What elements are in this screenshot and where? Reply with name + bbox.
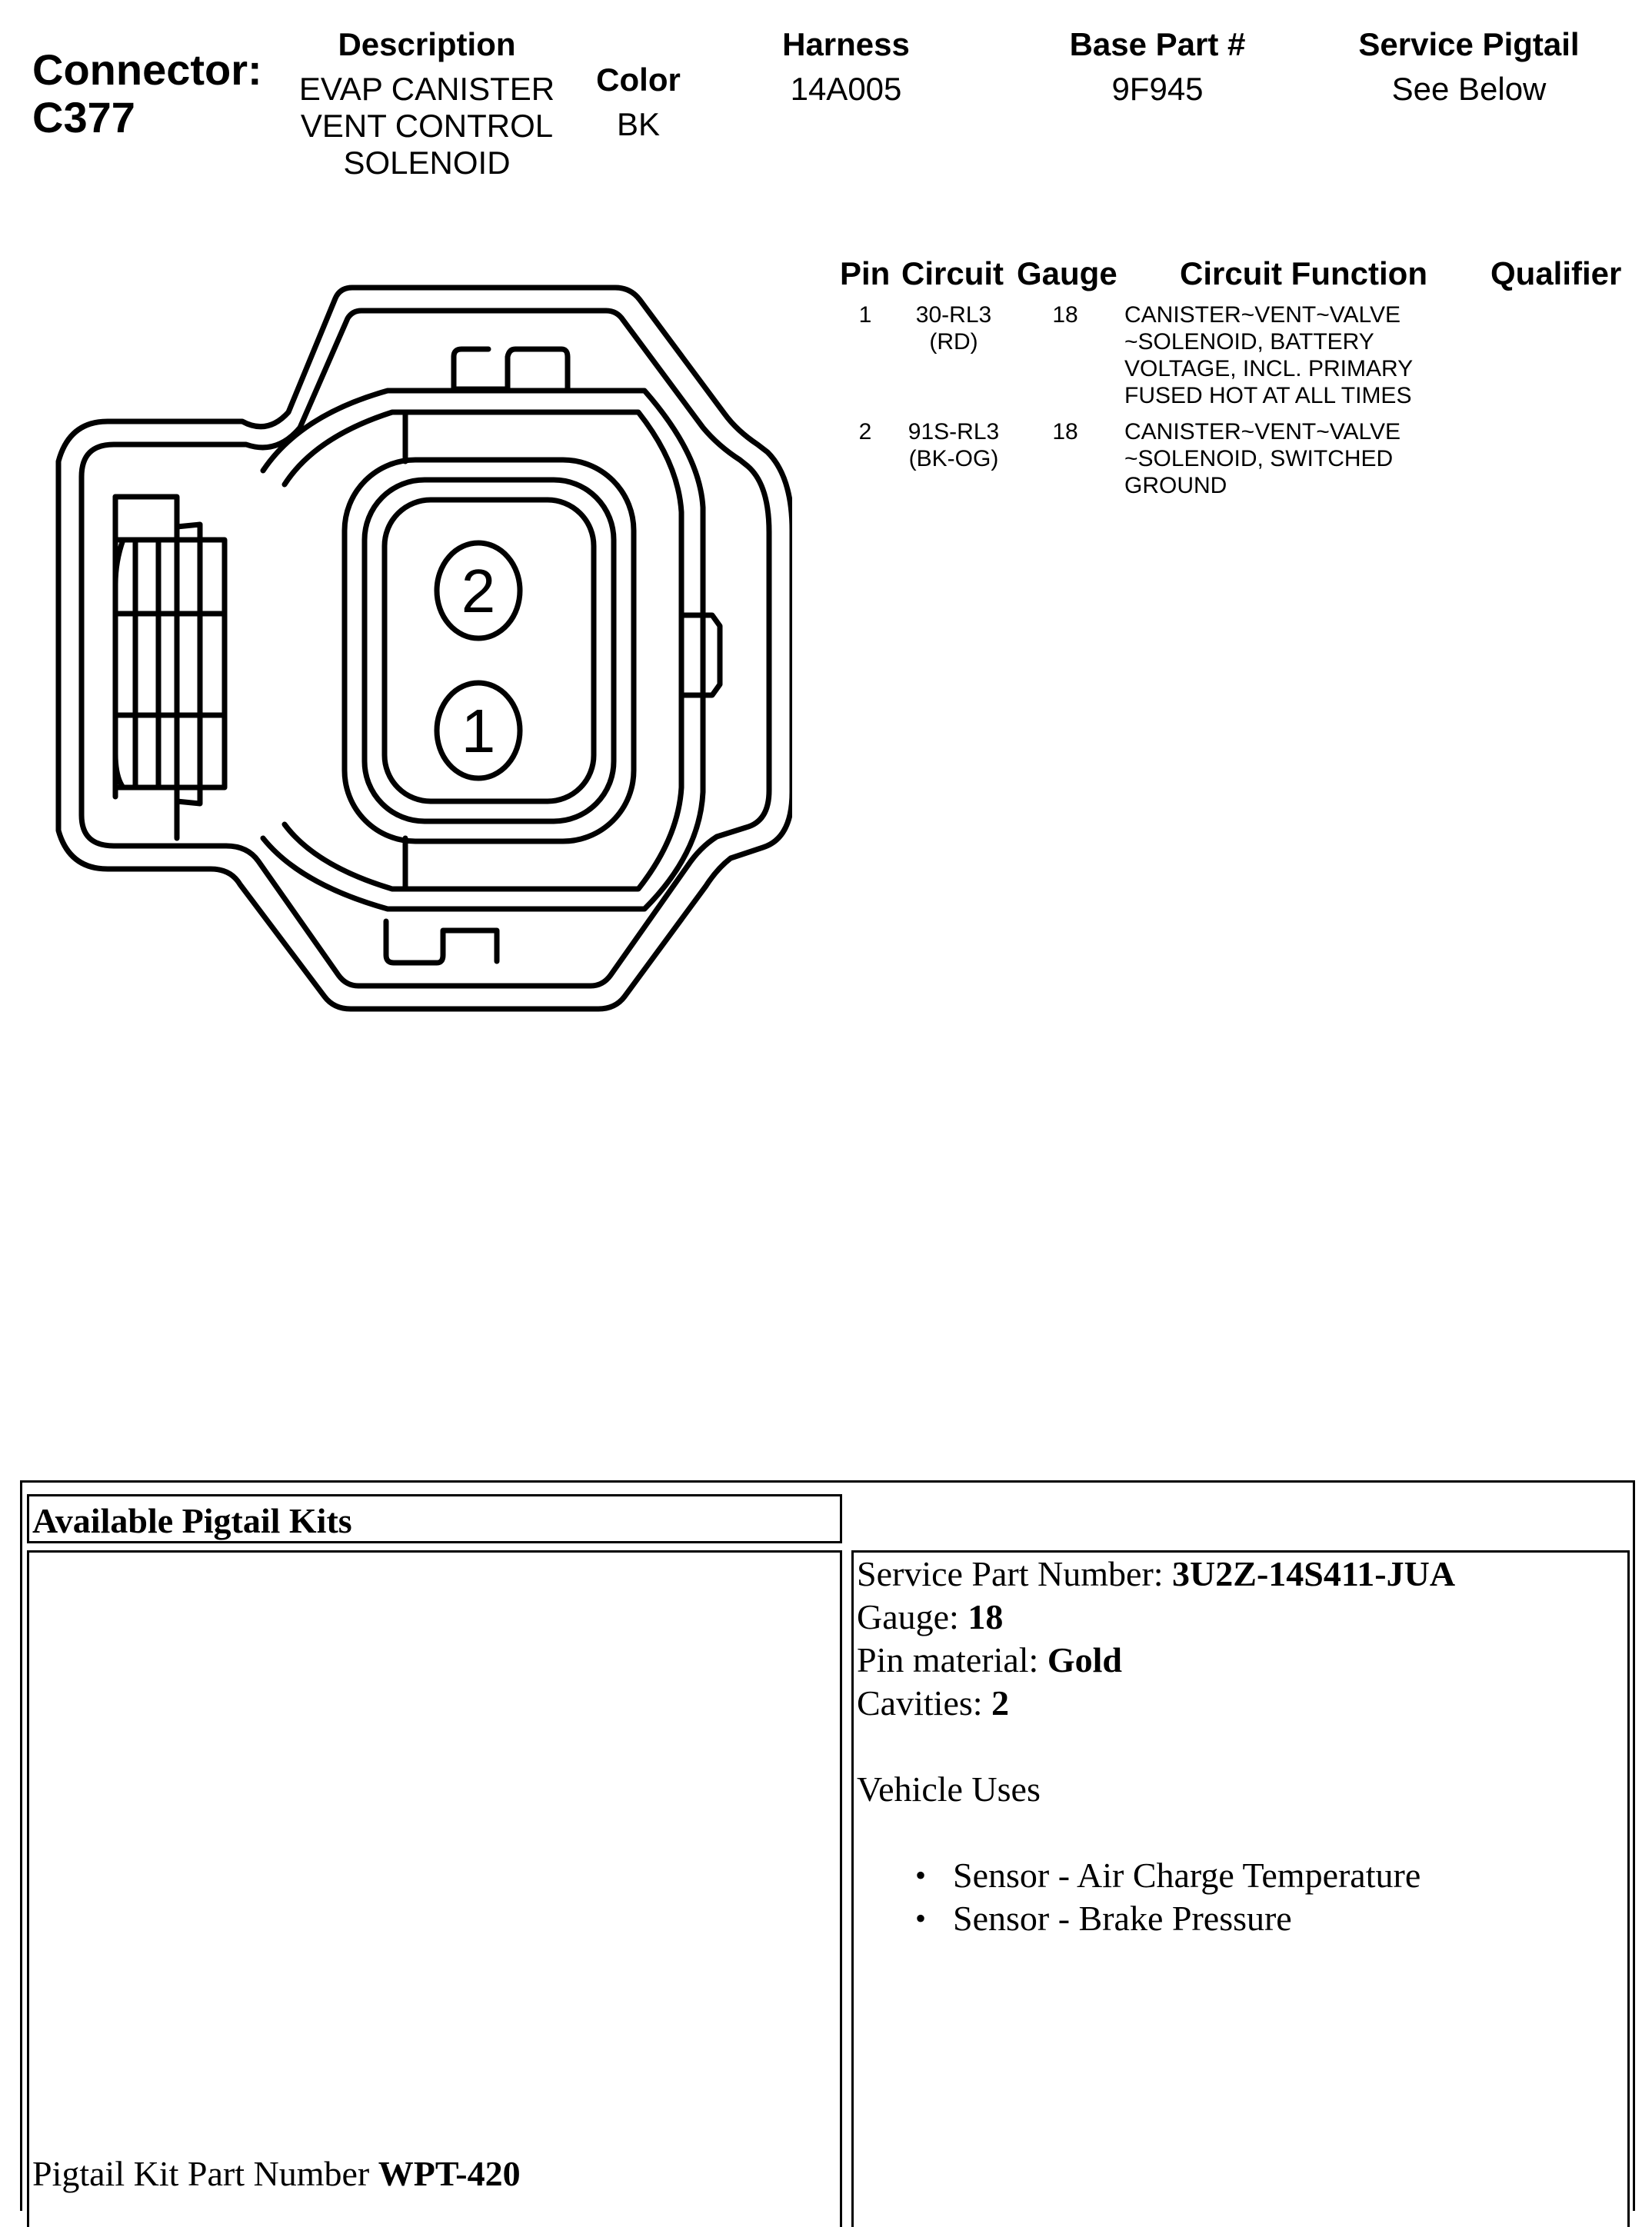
circuit-function-cell — [1124, 418, 1463, 499]
circuit-function-cell — [1124, 301, 1463, 409]
function-line: ~SOLENOID, BATTERY — [1124, 329, 1374, 355]
vehicle-use-item: • Sensor - Brake Pressure — [857, 1897, 1618, 1940]
connector-label: Connector: — [32, 45, 262, 94]
cavity-block-outer — [345, 460, 634, 841]
harness-value: 14A005 — [790, 71, 902, 107]
pigtail-title-cell — [27, 1494, 842, 1543]
pin-material-line — [857, 1639, 1618, 1682]
connector-face-diagram — [23, 254, 792, 1061]
function-line: ~SOLENOID, SWITCHED — [1124, 446, 1394, 471]
pin-material-value: Gold — [1047, 1640, 1122, 1679]
pin-material-label: Pin material: — [857, 1640, 1047, 1679]
pigtail-kit-cell — [27, 1550, 842, 2227]
gauge-line — [857, 1596, 1618, 1639]
circuit-color: (BK-OG) — [908, 446, 999, 471]
color-value: BK — [616, 106, 661, 142]
latch-outline — [177, 524, 200, 804]
base-part-label: Base Part # — [1069, 26, 1246, 62]
connector-id: C377 — [32, 93, 135, 141]
connector-heading — [32, 46, 262, 141]
vehicle-uses-heading: Vehicle Uses — [857, 1769, 1041, 1809]
key-outline — [454, 349, 568, 389]
base-part-value: 9F945 — [1111, 71, 1204, 107]
latch-outline — [115, 540, 225, 787]
description-line: SOLENOID — [343, 145, 511, 181]
function-line: FUSED HOT AT ALL TIMES — [1124, 383, 1412, 408]
pigtail-details-cell — [851, 1550, 1630, 2227]
circuit-color: (RD) — [929, 329, 978, 355]
pin-cavity-label-1: 1 — [461, 697, 496, 765]
gauge-cell: 18 — [1052, 419, 1078, 444]
gauge-cell: 18 — [1052, 302, 1078, 328]
qualifier-column-header: Qualifier — [1490, 255, 1622, 291]
kit-part-value: WPT-420 — [378, 2154, 521, 2193]
description-line: EVAP CANISTER — [298, 71, 555, 107]
service-pigtail-label: Service Pigtail — [1358, 26, 1580, 62]
service-part-value: 3U2Z-14S411-JUA — [1172, 1554, 1456, 1593]
circuit-function-column-header: Circuit Function — [1180, 255, 1427, 291]
latch-outline — [115, 540, 123, 787]
circuit-code: 30-RL3 — [915, 302, 992, 328]
gauge-label: Gauge: — [857, 1597, 968, 1636]
pigtail-kit-part-number — [32, 2152, 521, 2195]
function-line: CANISTER~VENT~VALVE — [1124, 419, 1401, 444]
shroud-ring — [263, 391, 703, 909]
circuit-cell — [892, 301, 1015, 355]
pigtail-kits-table — [20, 1480, 1635, 2211]
pin-number: 2 — [858, 419, 872, 444]
pigtail-title: Available Pigtail Kits — [32, 1501, 352, 1540]
pin-cavity-label-2: 2 — [461, 557, 496, 625]
service-part-line — [857, 1553, 1618, 1596]
function-line: VOLTAGE, INCL. PRIMARY — [1124, 356, 1414, 381]
pigtail-details — [857, 1553, 1618, 1940]
vehicle-use-item: • Sensor - Air Charge Temperature — [857, 1854, 1618, 1897]
function-line: CANISTER~VENT~VALVE — [1124, 302, 1401, 328]
pin-number: 1 — [858, 302, 872, 328]
circuit-column-header: Circuit — [901, 255, 1004, 291]
cavities-value: 2 — [991, 1683, 1010, 1723]
pin-column-header: Pin — [840, 255, 891, 291]
gauge-column-header: Gauge — [1017, 255, 1117, 291]
vehicle-uses-list — [857, 1854, 1618, 1940]
harness-label: Harness — [782, 26, 910, 62]
service-pigtail-value: See Below — [1391, 71, 1547, 107]
description-line: VENT CONTROL — [300, 108, 554, 144]
cavities-line — [857, 1682, 1618, 1725]
circuit-cell — [892, 418, 1015, 472]
cavity-block-middle — [365, 480, 614, 821]
gauge-value: 18 — [968, 1597, 1004, 1636]
function-line: GROUND — [1124, 473, 1227, 498]
circuit-code: 91S-RL3 — [908, 419, 1000, 444]
key-outline — [454, 349, 488, 357]
kit-part-label: Pigtail Kit Part Number — [32, 2154, 378, 2193]
description-value — [277, 71, 577, 181]
key-outline — [386, 921, 497, 963]
cavities-label: Cavities: — [857, 1683, 992, 1723]
description-label: Description — [338, 26, 516, 62]
color-label: Color — [596, 62, 681, 98]
service-part-label: Service Part Number: — [857, 1554, 1173, 1593]
